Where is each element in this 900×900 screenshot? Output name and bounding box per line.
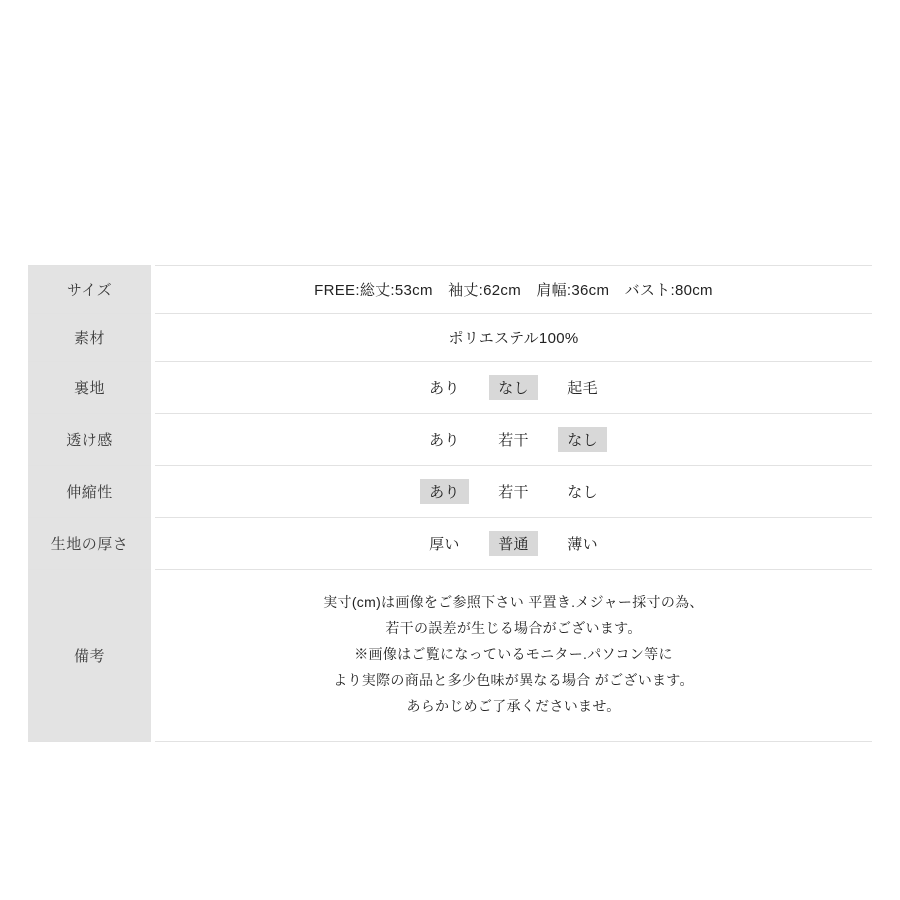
option-stretch-1: 若干 [498,484,529,501]
option-lining-1: なし [489,375,538,400]
table-row-remarks [28,570,872,742]
spec-value-material: ポリエステル100% [153,314,872,362]
spec-label-stretch: 伸縮性 [28,466,153,518]
spec-label-lining: 裏地 [28,362,153,414]
table-row-size [28,266,872,314]
spec-value-thickness [153,518,872,570]
remarks-line-0: 実寸(cm)は画像をご参照下さい 平置き.メジャー採寸の為、 [323,594,704,610]
spec-label-sheerness: 透け感 [28,414,153,466]
option-thickness-1: 普通 [489,531,538,556]
spec-value-lining [153,362,872,414]
option-sheerness-0: あり [429,432,460,449]
remarks-line-2: ※画像はご覧になっているモニター.パソコン等に [354,645,673,662]
option-sheerness-1: 若干 [498,432,529,449]
spec-value-remarks [153,570,872,742]
spec-label-size: サイズ [28,266,153,314]
spec-label-remarks: 備考 [28,570,153,742]
spec-label-material: 素材 [28,314,153,362]
option-lining-0: あり [429,380,460,397]
table-row-lining [28,362,872,414]
spec-label-thickness: 生地の厚さ [28,518,153,570]
table-row-material [28,314,872,362]
option-lining-2: 起毛 [567,380,598,397]
option-thickness-0: 厚い [429,536,460,553]
spec-value-size: FREE:総丈:53cm 袖丈:62cm 肩幅:36cm バスト:80cm [153,266,872,314]
spec-value-stretch [153,466,872,518]
table-row-stretch [28,466,872,518]
option-sheerness-2: なし [558,427,607,452]
product-spec-table-container [28,265,872,742]
table-row-thickness [28,518,872,570]
option-stretch-2: なし [567,484,598,501]
remarks-line-4: あらかじめご了承くださいませ。 [406,697,621,714]
product-spec-table [28,265,872,742]
remarks-line-1: 若干の誤差が生じる場合がございます。 [385,619,642,636]
option-thickness-2: 薄い [567,536,598,553]
remarks-line-3: より実際の商品と多少色味が異なる場合 がございます。 [333,671,694,688]
spec-value-sheerness [153,414,872,466]
spec-table-body [28,266,872,742]
option-stretch-0: あり [420,479,469,504]
table-row-sheerness [28,414,872,466]
